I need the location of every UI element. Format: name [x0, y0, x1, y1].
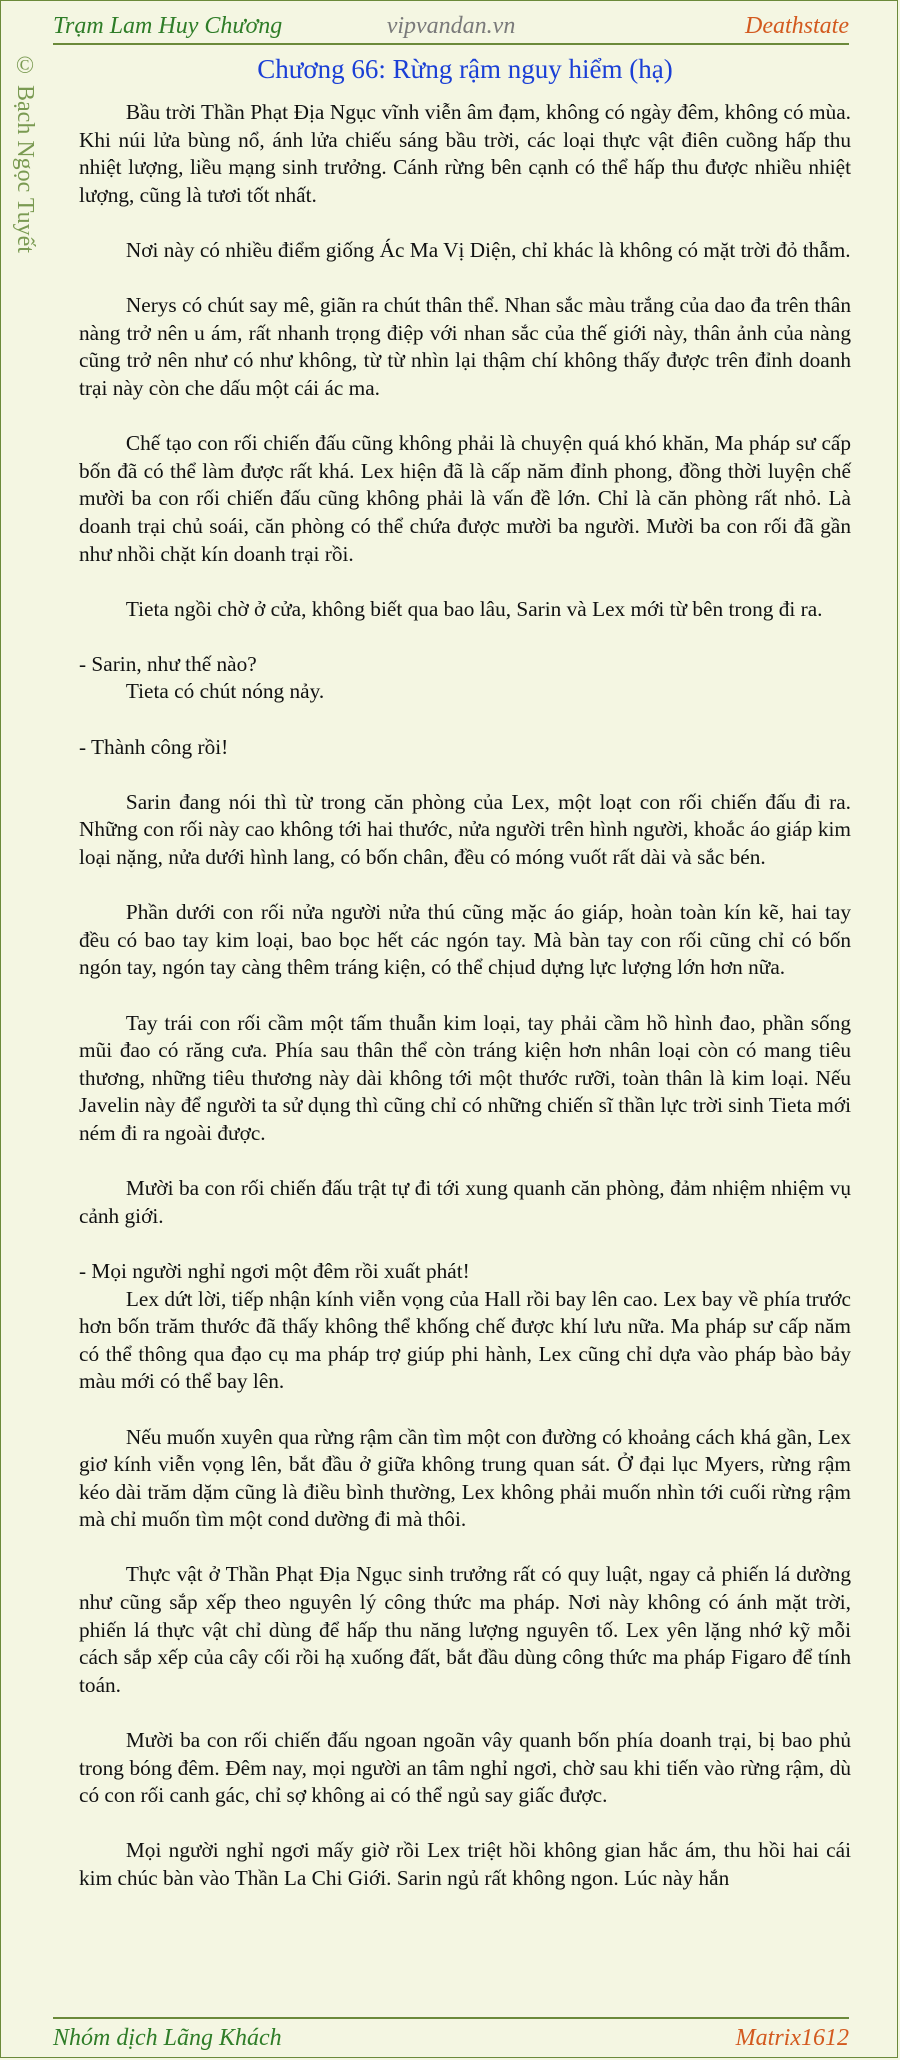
chapter-content: [79, 49, 851, 1920]
paragraph: Nơi này có nhiều điểm giống Ác Ma Vị Diện, chỉ khác là không có mặt trời đỏ thẫm.: [125, 237, 851, 262]
dialogue-line: - Sarin, như thế nào?: [79, 651, 257, 676]
paragraph: Bầu trời Thần Phạt Địa Ngục vĩnh viễn âm đạm, không có ngày đêm, không có mùa. Khi núi lửa bùng nổ, ánh lửa chiếu sáng bầu trời, các loại thực vật điên cuồng hấp thu nhiệt lượng, liều mạng sinh trưởng. Cánh rừng bên cạnh có thể hấp thu được nhiều nhiệt lượng, cũng là tươi tốt nhất.: [79, 100, 851, 207]
paragraph: Chế tạo con rối chiến đấu cũng không phải là chuyện quá khó khăn, Ma pháp sư cấp bốn đã có thể làm được rất khá. Lex hiện đã là cấp năm đỉnh phong, đồng thời luyện chế mười ba con rối chiến đấu cũng không phải là vấn đề lớn. Chỉ là căn phòng rất nhỏ. Là doanh trại chủ soái, căn phòng có thể chứa được mười ba người. Mười ba con rối đã gần như nhồi chặt kín doanh trại rồi.: [79, 431, 851, 566]
paragraph: Mười ba con rối chiến đấu trật tự đi tới xung quanh căn phòng, đảm nhiệm nhiệm vụ cảnh giới.: [79, 1176, 851, 1228]
dialogue-line: - Mọi người nghỉ ngơi một đêm rồi xuất phát!: [79, 1258, 470, 1283]
dialogue-line: - Thành công rồi!: [79, 734, 229, 759]
paragraph: Tay trái con rối cầm một tấm thuẫn kim loại, tay phải cầm hồ hình đao, phần sống mũi đao có răng cưa. Phía sau thân thể còn tráng kiện hơn nhân loại còn có mang tiêu thương, những tiêu thương này dài không tới một thước rưỡi, toàn thân là kim loại. Nếu Javelin này để người ta sử dụng thì cũng chỉ có những chiến sĩ thần lực trời sinh Tieta mới ném đi ra ngoài được.: [79, 1010, 851, 1145]
page-header: [53, 9, 849, 45]
footer-editor: Matrix1612: [735, 2025, 849, 2051]
paragraph: Mười ba con rối chiến đấu ngoan ngoãn vây quanh bốn phía doanh trại, bị bao phủ trong bóng đêm. Đêm nay, mọi người an tâm nghỉ ngơi, chờ sau khi tiến vào rừng rậm, dù có con rối canh gác, chỉ sợ không ai có thể ngủ say giấc được.: [79, 1728, 851, 1808]
header-site-name: Trạm Lam Huy Chương: [53, 13, 283, 39]
paragraph: Tieta có chút nóng nảy.: [125, 679, 325, 704]
page-footer: [53, 2017, 849, 2053]
footer-translator-group: Nhóm dịch Lãng Khách: [53, 2025, 282, 2051]
paragraph: Sarin đang nói thì từ trong căn phòng của Lex, một loạt con rối chiến đấu đi ra. Những con rối này cao không tới hai thước, nửa người trên hình người, khoắc áo giáp kim loại nặng, nửa dưới hình lang, có bốn chân, đều có móng vuốt rất dài và sắc bén.: [79, 789, 851, 870]
paragraph: Nerys có chút say mê, giãn ra chút thân thể. Nhan sắc màu trắng của dao đa trên thân nàng trở nên u ám, rất nhanh trọng điệp với nhan sắc của thế giới này, thân ảnh của nàng cũng trở nên như có như không, từ từ nhìn lại thậm chí không thấy được trên đỉnh doanh trại này còn che dấu một cái ác ma.: [79, 293, 851, 400]
paragraph: Phần dưới con rối nửa người nửa thú cũng mặc áo giáp, hoàn toàn kín kẽ, hai tay đều có bao tay kim loại, bao bọc hết các ngón tay. Mà bàn tay con rối cũng chỉ có bốn ngón tay, ngón tay càng thêm tráng kiện, có thể chịud dựng lực lượng lớn hơn nữa.: [79, 900, 851, 980]
paragraph: Nếu muốn xuyên qua rừng rậm cần tìm một con đường có khoảng cách khá gần, Lex giơ kính viễn vọng lên, bắt đầu ở giữa không trung quan sát. Ở đại lục Myers, rừng rậm kéo dài trăm dặm cũng là điều bình thường, Lex không phải muốn nhìn tới cuối rừng rậm mà chỉ muốn tìm một cond dường đi mà thôi.: [79, 1424, 851, 1532]
paragraph: Mọi người nghỉ ngơi mấy giờ rồi Lex triệt hồi không gian hắc ám, thu hồi hai cái kim chúc bàn vào Thần La Chi Giới. Sarin ngủ rất không ngon. Lúc này hắn: [79, 1838, 851, 1890]
paragraph: Tieta ngồi chờ ở cửa, không biết qua bao lâu, Sarin và Lex mới từ bên trong đi ra.: [125, 596, 823, 621]
paragraph: Lex dứt lời, tiếp nhận kính viễn vọng của Hall rồi bay lên cao. Lex bay về phía trước hơn bốn trăm thước đã thấy không thể khống chế được khí lưu nữa. Ma pháp sư cấp năm có thể thông qua đạo cụ ma pháp trợ giúp phi hành, Lex cũng chỉ dựa vào pháp bào bảy màu mới có thể bay lên.: [79, 1286, 851, 1394]
chapter-title: Chương 66: Rừng rậm nguy hiểm (hạ): [257, 54, 673, 84]
side-credit: © Bạch Ngọc Tuyết: [12, 53, 38, 253]
header-website: vipvandan.vn: [386, 13, 516, 39]
header-author: Deathstate: [745, 13, 849, 39]
paragraph: Thực vật ở Thần Phạt Địa Ngục sinh trưởng rất có quy luật, ngay cả phiến lá dường như cũng sắp xếp theo nguyên lý công thức ma pháp. Nơi này không có ánh mặt trời, phiến lá thực vật chỉ dùng để hấp thu năng lượng nguyên tố. Lex yên lặng nhớ kỹ mỗi cách sắp xếp của cây cối rồi hạ xuống đất, bắt đầu dùng công thức ma pháp Figaro để tính toán.: [79, 1562, 851, 1697]
